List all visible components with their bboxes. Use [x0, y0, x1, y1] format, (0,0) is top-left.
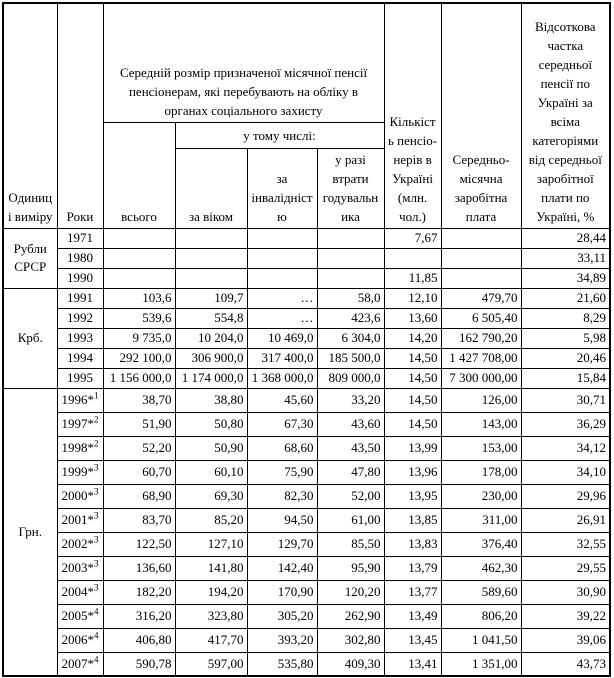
cell-pensioners: 14,50	[384, 348, 441, 368]
cell-by-disability: 45,60	[247, 388, 317, 412]
table-row	[3, 368, 610, 388]
cell-by-age: 554,8	[175, 308, 247, 328]
cell-percentage: 20,46	[521, 348, 610, 368]
cell-by-disability: 317 400,0	[247, 348, 317, 368]
year-cell: 2004*$^3$	[57, 580, 103, 604]
cell-wage: 1 351,00	[441, 652, 521, 676]
header-including: у тому числі:	[175, 122, 384, 148]
cell-total: 316,20	[103, 604, 175, 628]
cell-total: 136,60	[103, 556, 175, 580]
year-cell: 2007*$^4$	[57, 652, 103, 676]
cell-pensioners: 13,77	[384, 580, 441, 604]
cell-by-disability: 1 368 000,0	[247, 368, 317, 388]
year-cell: 2003*$^3$	[57, 556, 103, 580]
cell-pensioners: 13,95	[384, 484, 441, 508]
cell-pensioners: 14,20	[384, 328, 441, 348]
cell-wage: 153,00	[441, 436, 521, 460]
cell-by-disability: 170,90	[247, 580, 317, 604]
cell-by-disability: 393,20	[247, 628, 317, 652]
year-footnote-marker: 3	[94, 534, 99, 545]
cell-wage: 178,00	[441, 460, 521, 484]
cell-total: 9 735,0	[103, 328, 175, 348]
cell-pensioners: 12,10	[384, 288, 441, 308]
table-row	[3, 580, 610, 604]
cell-breadwinner: 120,20	[317, 580, 384, 604]
cell-percentage: 21,60	[521, 288, 610, 308]
year-cell: 1991	[57, 288, 103, 308]
cell-breadwinner: 262,90	[317, 604, 384, 628]
cell-pensioners: 14,50	[384, 368, 441, 388]
year-cell: 1990	[57, 268, 103, 288]
year-footnote-marker: 4	[94, 654, 99, 665]
cell-breadwinner: 43,50	[317, 436, 384, 460]
cell-by-age	[175, 248, 247, 268]
cell-breadwinner: 58,0	[317, 288, 384, 308]
cell-breadwinner: 409,30	[317, 652, 384, 676]
cell-total: 83,70	[103, 508, 175, 532]
year-footnote-marker: 4	[94, 606, 99, 617]
table-row	[3, 328, 610, 348]
year-cell: 1994	[57, 348, 103, 368]
cell-pensioners: 13,83	[384, 532, 441, 556]
cell-pensioners: 13,60	[384, 308, 441, 328]
year-cell: 2000*$^3$	[57, 484, 103, 508]
cell-wage: 589,60	[441, 580, 521, 604]
cell-wage: 162 790,20	[441, 328, 521, 348]
cell-by-disability: 67,30	[247, 412, 317, 436]
cell-by-age: 50,80	[175, 412, 247, 436]
cell-by-age: 597,00	[175, 652, 247, 676]
header-pensioners-count: Кількість пенсіо-нерів в Україні (млн. чол.)	[384, 3, 441, 228]
year-cell: 1993	[57, 328, 103, 348]
cell-percentage: 30,90	[521, 580, 610, 604]
header-pension-share: Відсоткова частка середньої пенсії по Україні за всіма категоріями від середньої заробітної плати по Україні, %	[521, 3, 610, 228]
cell-percentage: 36,29	[521, 412, 610, 436]
table-row	[3, 348, 610, 368]
cell-by-disability: 142,40	[247, 556, 317, 580]
cell-breadwinner: 185 500,0	[317, 348, 384, 368]
year-cell: 1999*$^3$	[57, 460, 103, 484]
cell-total: 292 100,0	[103, 348, 175, 368]
cell-breadwinner: 95,90	[317, 556, 384, 580]
cell-percentage: 34,12	[521, 436, 610, 460]
table-row	[3, 532, 610, 556]
year-footnote-marker: 3	[94, 486, 99, 497]
cell-total: 182,20	[103, 580, 175, 604]
header-by-disability: за інвалідністю	[247, 148, 317, 228]
cell-by-disability: 68,60	[247, 436, 317, 460]
cell-by-age: 306 900,0	[175, 348, 247, 368]
year-cell: 1997*$^2$	[57, 412, 103, 436]
cell-total: 60,70	[103, 460, 175, 484]
cell-breadwinner: 809 000,0	[317, 368, 384, 388]
cell-pensioners: 13,49	[384, 604, 441, 628]
year-footnote-marker: 3	[94, 558, 99, 569]
cell-wage	[441, 268, 521, 288]
cell-wage: 126,00	[441, 388, 521, 412]
table-body	[3, 228, 610, 676]
cell-percentage: 28,44	[521, 228, 610, 248]
table-row	[3, 628, 610, 652]
cell-wage	[441, 248, 521, 268]
cell-wage: 6 505,40	[441, 308, 521, 328]
cell-percentage: 30,71	[521, 388, 610, 412]
header-years: Роки	[57, 3, 103, 228]
year-footnote-marker: 3	[94, 510, 99, 521]
cell-by-disability: 75,90	[247, 460, 317, 484]
cell-by-age: 109,7	[175, 288, 247, 308]
year-cell: 2006*$^4$	[57, 628, 103, 652]
cell-pensioners: 13,41	[384, 652, 441, 676]
cell-wage: 1 041,50	[441, 628, 521, 652]
year-cell: 1996*$^1$	[57, 388, 103, 412]
cell-pensioners: 13,85	[384, 508, 441, 532]
cell-total	[103, 228, 175, 248]
cell-by-age	[175, 268, 247, 288]
year-footnote-marker: 1	[94, 390, 99, 401]
cell-wage: 311,00	[441, 508, 521, 532]
header-total: всього	[103, 122, 175, 228]
cell-breadwinner: 85,50	[317, 532, 384, 556]
header-by-age: за віком	[175, 148, 247, 228]
cell-pensioners: 14,50	[384, 412, 441, 436]
year-footnote-marker: 2	[94, 438, 99, 449]
cell-by-disability: 82,30	[247, 484, 317, 508]
cell-by-age: 141,80	[175, 556, 247, 580]
cell-total	[103, 248, 175, 268]
cell-percentage: 5,98	[521, 328, 610, 348]
year-footnote-marker: 3	[94, 582, 99, 593]
unit-cell: Рубли СРСР	[3, 228, 57, 288]
year-footnote-marker: 2	[94, 414, 99, 425]
cell-breadwinner	[317, 248, 384, 268]
cell-percentage: 29,55	[521, 556, 610, 580]
table-row	[3, 484, 610, 508]
cell-wage: 143,00	[441, 412, 521, 436]
cell-pensioners: 7,67	[384, 228, 441, 248]
cell-breadwinner: 6 304,0	[317, 328, 384, 348]
cell-pensioners: 13,79	[384, 556, 441, 580]
cell-wage: 230,00	[441, 484, 521, 508]
header-avg-wage: Середньо-місячна заробітна плата	[441, 3, 521, 228]
cell-by-disability: 129,70	[247, 532, 317, 556]
year-cell: 1992	[57, 308, 103, 328]
table-row	[3, 308, 610, 328]
table-row	[3, 556, 610, 580]
cell-pensioners: 14,50	[384, 388, 441, 412]
cell-by-disability: …	[247, 308, 317, 328]
header-units: Одиниці виміру	[3, 3, 57, 228]
year-cell: 1971	[57, 228, 103, 248]
table-row	[3, 268, 610, 288]
cell-by-age: 10 204,0	[175, 328, 247, 348]
cell-wage: 479,70	[441, 288, 521, 308]
cell-percentage: 34,10	[521, 460, 610, 484]
cell-breadwinner: 33,20	[317, 388, 384, 412]
cell-breadwinner	[317, 228, 384, 248]
cell-breadwinner: 423,6	[317, 308, 384, 328]
unit-cell: Крб.	[3, 288, 57, 388]
cell-percentage: 15,84	[521, 368, 610, 388]
cell-by-age: 127,10	[175, 532, 247, 556]
cell-breadwinner: 52,00	[317, 484, 384, 508]
cell-total: 51,90	[103, 412, 175, 436]
cell-by-disability	[247, 248, 317, 268]
cell-by-age	[175, 228, 247, 248]
cell-by-age: 85,20	[175, 508, 247, 532]
cell-percentage: 26,91	[521, 508, 610, 532]
year-cell: 2005*$^4$	[57, 604, 103, 628]
cell-total	[103, 268, 175, 288]
cell-total: 122,50	[103, 532, 175, 556]
cell-total: 38,70	[103, 388, 175, 412]
cell-breadwinner: 302,80	[317, 628, 384, 652]
cell-by-disability: 305,20	[247, 604, 317, 628]
header-breadwinner-loss: у разі втрати годувальника	[317, 148, 384, 228]
cell-by-age: 60,10	[175, 460, 247, 484]
year-footnote-marker: 4	[94, 630, 99, 641]
table-row	[3, 508, 610, 532]
cell-by-age: 38,80	[175, 388, 247, 412]
cell-by-age: 50,90	[175, 436, 247, 460]
cell-pensioners: 13,99	[384, 436, 441, 460]
cell-wage	[441, 228, 521, 248]
cell-by-disability: 535,80	[247, 652, 317, 676]
header-pension-group: Середній розмір призначеної місячної пенсії пенсіонерам, які перебувають на обліку в органах соціального захисту	[103, 3, 384, 122]
table-row	[3, 604, 610, 628]
table-row	[3, 388, 610, 412]
cell-by-disability	[247, 228, 317, 248]
cell-wage: 806,20	[441, 604, 521, 628]
cell-percentage: 34,89	[521, 268, 610, 288]
cell-by-age: 417,70	[175, 628, 247, 652]
cell-total: 590,78	[103, 652, 175, 676]
cell-wage: 376,40	[441, 532, 521, 556]
cell-by-age: 323,80	[175, 604, 247, 628]
year-cell: 2002*$^3$	[57, 532, 103, 556]
table-row	[3, 288, 610, 308]
cell-wage: 462,30	[441, 556, 521, 580]
table-row	[3, 436, 610, 460]
year-cell: 2001*$^3$	[57, 508, 103, 532]
cell-pensioners: 13,96	[384, 460, 441, 484]
cell-pensioners: 11,85	[384, 268, 441, 288]
table-row	[3, 248, 610, 268]
cell-percentage: 8,29	[521, 308, 610, 328]
cell-wage: 7 300 000,00	[441, 368, 521, 388]
cell-by-age: 69,30	[175, 484, 247, 508]
cell-by-age: 194,20	[175, 580, 247, 604]
cell-total: 68,90	[103, 484, 175, 508]
cell-breadwinner: 47,80	[317, 460, 384, 484]
year-cell: 1980	[57, 248, 103, 268]
cell-total: 1 156 000,0	[103, 368, 175, 388]
year-footnote-marker: 3	[94, 462, 99, 473]
year-cell: 1998*$^2$	[57, 436, 103, 460]
cell-wage: 1 427 708,00	[441, 348, 521, 368]
cell-by-disability: 10 469,0	[247, 328, 317, 348]
cell-percentage: 33,11	[521, 248, 610, 268]
cell-total: 103,6	[103, 288, 175, 308]
cell-breadwinner: 43,60	[317, 412, 384, 436]
cell-by-disability: 94,50	[247, 508, 317, 532]
cell-pensioners: 13,45	[384, 628, 441, 652]
cell-by-disability: …	[247, 288, 317, 308]
cell-by-disability	[247, 268, 317, 288]
table-row	[3, 412, 610, 436]
cell-percentage: 39,22	[521, 604, 610, 628]
unit-cell: Грн.	[3, 388, 57, 676]
cell-pensioners	[384, 248, 441, 268]
cell-percentage: 43,73	[521, 652, 610, 676]
cell-total: 52,20	[103, 436, 175, 460]
cell-breadwinner: 61,00	[317, 508, 384, 532]
cell-percentage: 32,55	[521, 532, 610, 556]
pension-statistics-table	[2, 2, 611, 677]
cell-percentage: 29,96	[521, 484, 610, 508]
cell-total: 539,6	[103, 308, 175, 328]
cell-by-age: 1 174 000,0	[175, 368, 247, 388]
table-row	[3, 460, 610, 484]
cell-percentage: 39,06	[521, 628, 610, 652]
year-cell: 1995	[57, 368, 103, 388]
table-row	[3, 228, 610, 248]
table-row	[3, 652, 610, 676]
header-row-1	[3, 3, 610, 122]
cell-breadwinner	[317, 268, 384, 288]
cell-total: 406,80	[103, 628, 175, 652]
